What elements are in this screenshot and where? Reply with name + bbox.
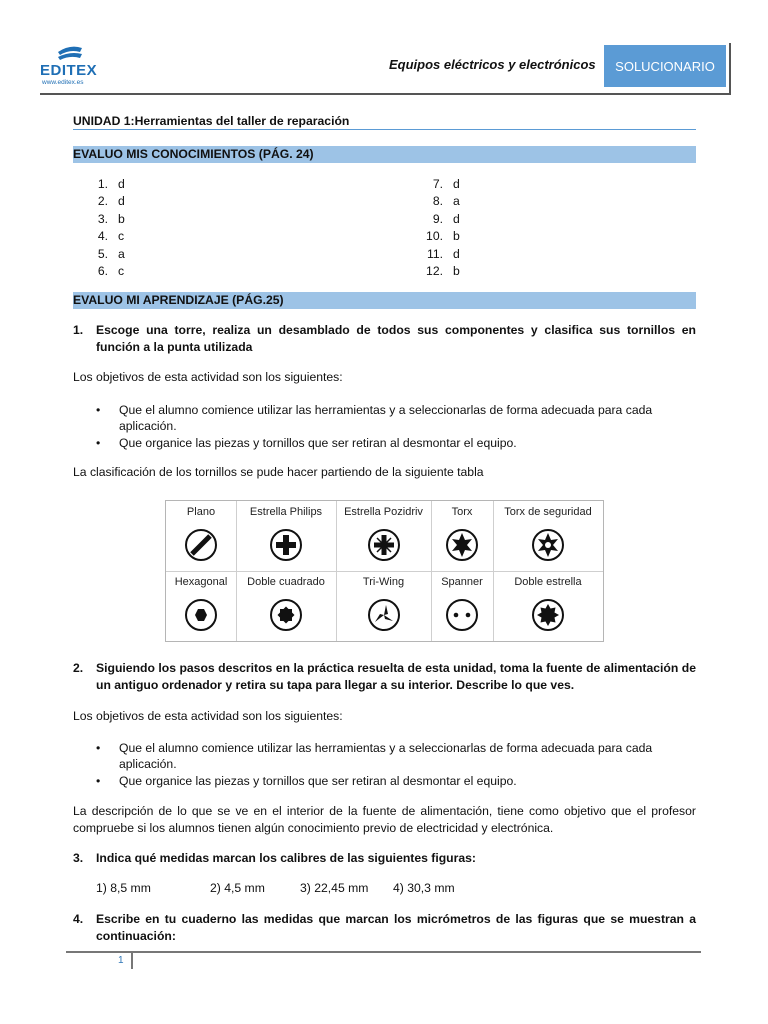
logo-wordmark: EDITEX: [40, 62, 98, 79]
screw-cell-spanner: Spanner: [431, 571, 494, 641]
q2-intro: Los objetivos de esta actividad son los siguientes:: [73, 709, 343, 723]
answer-item: 4. c: [97, 229, 125, 244]
screw-cell-philips: Estrella Philips: [236, 501, 337, 572]
torx-screw-icon: [445, 528, 479, 562]
q1-bullet-list: [96, 402, 696, 452]
question-2: 2. Siguiendo los pasos descritos en la práctica resuelta de esta unidad, toma la fuente de alimentación de un antiguo ordenador y retira su tapa para llegar a su interior. Describe lo que ves.: [73, 661, 696, 692]
answer-item: 1. d: [97, 177, 125, 191]
spanner-screw-icon: [445, 598, 479, 632]
measure-item: 4) 30,3 mm: [393, 881, 455, 895]
screw-cell-doble-estrella: Doble estrella: [493, 571, 603, 641]
screw-cell-plano: Plano: [166, 501, 237, 572]
bullet-item: • Que el alumno comience utilizar las herramientas y a seleccionarlas de forma adecuada para cada aplicación.: [96, 403, 653, 433]
measure-item: 1) 8,5 mm: [96, 881, 151, 895]
q2-bullet-list: [96, 740, 696, 790]
section-heading-aprendizaje: EVALUO MI APRENDIZAJE (PÁG.25): [73, 292, 696, 309]
logo-url: www.editex.es: [42, 79, 84, 86]
double-star-screw-icon: [531, 598, 565, 632]
phillips-screw-icon: [269, 528, 303, 562]
screw-cell-doble-cuadrado: Doble cuadrado: [236, 571, 337, 641]
tri-wing-screw-icon: [367, 598, 401, 632]
screw-cell-torx: Torx: [431, 501, 494, 572]
caliper-measures: [96, 881, 455, 895]
q2-description: La descripción de lo que se ve en el interior de la fuente de alimentación, tiene como objetivo que el profesor compruebe si los alumnos tienen algún conocimiento previo de electricidad y electrónica.: [73, 804, 696, 835]
answers-left-column: [84, 176, 125, 280]
screw-cell-torx-seguridad: Torx de seguridad: [493, 501, 603, 572]
screw-type-table: [165, 500, 604, 642]
answer-item: 12. b: [426, 264, 460, 279]
unit-title: UNIDAD 1:Herramientas del taller de reparación: [73, 114, 350, 128]
answer-item: 10. b: [426, 229, 460, 244]
security-torx-screw-icon: [531, 528, 565, 562]
q1-table-intro: La clasificación de los tornillos se pude hacer partiendo de la siguiente tabla: [73, 465, 484, 479]
question-3: 3. Indica qué medidas marcan los calibres de las siguientes figuras:: [73, 851, 476, 865]
solucionario-badge: SOLUCIONARIO: [604, 45, 726, 87]
answer-item: 3. b: [97, 211, 125, 226]
footer-divider: [66, 951, 701, 953]
screw-cell-hexagonal: Hexagonal: [166, 571, 237, 641]
question-4: 4. Escribe en tu cuaderno las medidas que marcan los micrómetros de las figuras que se muestran a continuación:: [73, 912, 696, 943]
bullet-item: • Que el alumno comience utilizar las herramientas y a seleccionarlas de forma adecuada para cada aplicación.: [96, 741, 653, 771]
q1-intro: Los objetivos de esta actividad son los siguientes:: [73, 370, 343, 384]
header-divider: [40, 93, 730, 95]
answer-item: 11. d: [426, 246, 460, 261]
answer-item: 6. c: [97, 264, 125, 279]
answer-item: 2. d: [97, 194, 125, 209]
screw-cell-pozidriv: Estrella Pozidriv: [336, 501, 432, 572]
answer-item: 8. a: [432, 194, 460, 209]
measure-item: 2) 4,5 mm: [210, 881, 265, 895]
footer-vertical-divider: [131, 951, 133, 969]
bullet-item: • Que organice las piezas y tornillos que ser retiran al desmontar el equipo.: [96, 436, 517, 450]
page-number: 1: [118, 955, 124, 966]
bullet-item: • Que organice las piezas y tornillos que ser retiran al desmontar el equipo.: [96, 774, 517, 788]
section-heading-conocimientos: EVALUO MIS CONOCIMIENTOS (PÁG. 24): [73, 146, 696, 163]
header-vertical-divider: [729, 43, 731, 95]
slotted-screw-icon: [184, 528, 218, 562]
question-1: 1. Escoge una torre, realiza un desamblado de todos sus componentes y clasifica sus tornillos en función a la punta utilizada: [73, 323, 696, 354]
answer-item: 7. d: [432, 177, 460, 191]
answers-right-column: [419, 176, 460, 280]
answer-item: 9. d: [432, 211, 460, 226]
document-title: Equipos eléctricos y electrónicos: [389, 57, 596, 72]
pozidriv-screw-icon: [367, 528, 401, 562]
screw-cell-tri-wing: Tri-Wing: [336, 571, 432, 641]
unit-title-rule: [73, 129, 696, 130]
measure-item: 3) 22,45 mm: [300, 881, 369, 895]
double-square-screw-icon: [269, 598, 303, 632]
answer-item: 5. a: [97, 246, 125, 261]
hex-screw-icon: [184, 598, 218, 632]
